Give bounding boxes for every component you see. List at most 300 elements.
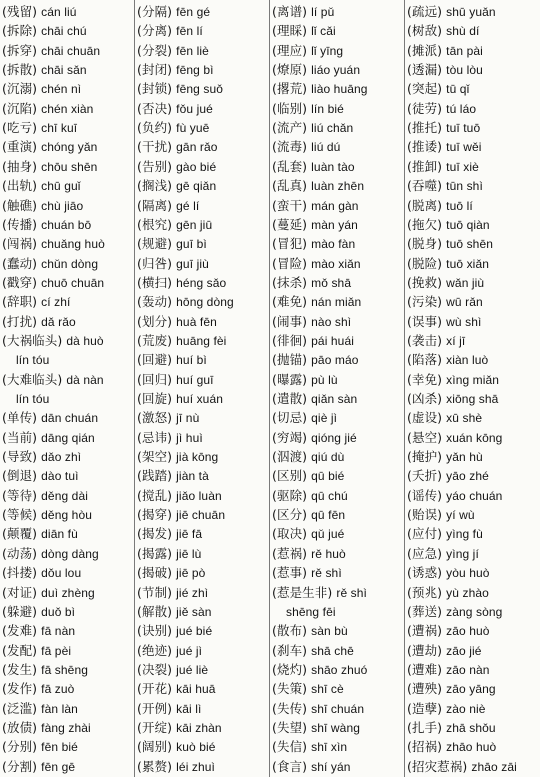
entry-word: (等待) (2, 487, 38, 503)
entry-word: (乱真) (272, 178, 308, 194)
entry-word: (误事) (407, 313, 443, 329)
entry-pinyin: tuō shēn (446, 237, 493, 252)
dictionary-entry (272, 756, 403, 778)
entry-pinyin: jiē lù (176, 546, 202, 561)
entry-pinyin: mào xiǎn (311, 256, 361, 271)
entry-pinyin: liào huāng (311, 82, 368, 97)
entry-word: (戳穿) (2, 274, 38, 290)
dictionary-entry (137, 756, 268, 778)
entry-word: (徘徊) (272, 332, 308, 348)
entry-pinyin: fēn lí (176, 24, 203, 39)
entry-word: (传播) (2, 216, 38, 232)
entry-pinyin: tuī xiè (446, 159, 479, 174)
entry-pinyin: duǒ bì (41, 604, 76, 619)
entry-pinyin: shù dí (446, 24, 480, 39)
entry-pinyin: zāo jié (446, 643, 482, 658)
entry-pinyin: guī jiù (176, 256, 209, 271)
entry-pinyin: chāi chuān (41, 43, 101, 58)
entry-word: (遭殃) (407, 681, 443, 697)
entry-pinyin: liú dú (311, 140, 341, 155)
column-divider (134, 0, 135, 777)
entry-word: (理睬) (272, 23, 308, 39)
entry-pinyin: luàn tào (311, 159, 355, 174)
entry-word: (驱除) (272, 487, 308, 503)
entry-word: (诀别) (137, 623, 173, 639)
entry-word: (根究) (137, 216, 173, 232)
entry-word: (残留) (2, 4, 38, 19)
entry-pinyin: zhāo zāi (471, 759, 517, 774)
entry-pinyin: jì huì (176, 430, 203, 445)
entry-word: (大祸临头) (2, 332, 63, 348)
entry-word: (临别) (272, 100, 308, 116)
entry-word: (发难) (2, 623, 38, 639)
entry-pinyin: tān pài (446, 43, 483, 58)
entry-word: (区别) (272, 468, 308, 484)
entry-pinyin: zàng sòng (446, 604, 503, 619)
entry-word: (惹祸) (272, 545, 308, 561)
entry-pinyin: shī xìn (311, 740, 348, 755)
entry-word: (回旋) (137, 391, 173, 406)
entry-word: (躲避) (2, 603, 38, 619)
entry-word: (挽救) (407, 274, 443, 290)
entry-word: (蔓延) (272, 216, 308, 232)
entry-pinyin: zāo huò (446, 624, 490, 639)
entry-pinyin: chuō chuān (41, 275, 105, 290)
entry-word: (单传) (2, 410, 38, 426)
entry-pinyin: yìng fù (446, 527, 483, 542)
entry-pinyin: chū guǐ (41, 179, 81, 194)
entry-word: (开例) (137, 700, 173, 716)
entry-word: (诱惑) (407, 565, 443, 581)
entry-pinyin: léi zhuì (176, 759, 215, 774)
entry-pinyin: lín tóu (16, 392, 50, 406)
entry-pinyin: fēn bié (41, 740, 78, 755)
entry-word: (撂荒) (272, 81, 308, 97)
entry-pinyin: chī kuī (41, 121, 78, 136)
entry-pinyin: héng sǎo (176, 275, 227, 290)
entry-word: (揭破) (137, 565, 173, 581)
entry-pinyin: fā zuò (41, 682, 75, 697)
entry-pinyin: pù lù (311, 372, 338, 387)
entry-pinyin: shī wàng (311, 720, 360, 735)
entry-pinyin: qiú dù (311, 450, 345, 465)
entry-pinyin: qǔ jué (311, 527, 345, 542)
entry-word: (脱险) (407, 255, 443, 271)
entry-word: (预兆) (407, 584, 443, 600)
entry-word: (污染) (407, 294, 443, 310)
entry-pinyin: dǒu lou (41, 566, 82, 581)
entry-pinyin: chāi chú (41, 24, 87, 39)
entry-word: (架空) (137, 449, 173, 465)
entry-word: (颠覆) (2, 526, 38, 542)
entry-pinyin: shā chē (311, 643, 354, 658)
entry-word: (揭穿) (137, 507, 173, 523)
entry-pinyin: lín bié (311, 101, 344, 116)
entry-word: (扎手) (407, 719, 443, 735)
entry-word: (开花) (137, 681, 173, 697)
entry-word: (冒险) (272, 255, 308, 271)
entry-word: (突起) (407, 81, 443, 97)
entry-word: (遭祸) (407, 623, 443, 639)
entry-word: (切忌) (272, 410, 308, 426)
entry-pinyin: cí zhí (41, 295, 71, 310)
entry-pinyin: fēng bì (176, 63, 214, 78)
entry-word: (失望) (272, 719, 308, 735)
entry-word: (泅渡) (272, 449, 308, 465)
entry-pinyin: lí pǔ (311, 5, 335, 19)
entry-pinyin: wǎn jiù (446, 275, 485, 290)
entry-word: (应付) (407, 526, 443, 542)
entry-word: (分隔) (137, 4, 173, 19)
entry-word: (忌讳) (137, 429, 173, 445)
entry-pinyin: zào niè (446, 701, 486, 716)
entry-pinyin: jiǎo luàn (176, 488, 222, 503)
entry-pinyin: yù zhào (446, 585, 489, 600)
entry-word: (失传) (272, 700, 308, 716)
entry-word: (抹杀) (272, 274, 308, 290)
entry-word: (大难临头) (2, 371, 63, 387)
entry-pinyin: pái huái (311, 333, 354, 348)
entry-pinyin: fēn gé (176, 5, 211, 19)
entry-word: (虚设) (407, 410, 443, 426)
entry-word: (袭击) (407, 332, 443, 348)
entry-word: (夭折) (407, 468, 443, 484)
entry-word: (动荡) (2, 545, 38, 561)
entry-word: (回避) (137, 352, 173, 368)
entry-pinyin: dān chuán (41, 411, 99, 426)
entry-word: (烧灼) (272, 661, 308, 677)
entry-word: (拆穿) (2, 42, 38, 58)
entry-pinyin: màn yán (311, 217, 358, 232)
entry-pinyin: děng hòu (41, 508, 93, 523)
entry-word: (脱身) (407, 236, 443, 252)
entry-pinyin: huí xuán (176, 392, 223, 406)
entry-pinyin: nào shì (311, 314, 352, 329)
entry-word: (失信) (272, 739, 308, 755)
entry-word: (流毒) (272, 139, 308, 155)
entry-pinyin: rě shì (311, 566, 342, 581)
entry-word: (拆除) (2, 23, 38, 39)
entry-pinyin: fā nàn (41, 624, 76, 639)
entry-pinyin: lǐ yīng (311, 43, 344, 58)
entry-pinyin: jiē fā (176, 527, 203, 542)
entry-pinyin: jié zhì (176, 585, 209, 600)
entry-pinyin: zhāo huò (446, 740, 497, 755)
entry-pinyin: yǎn hù (446, 450, 483, 465)
entry-pinyin: fǒu jué (176, 101, 213, 116)
entry-pinyin: jiē pò (176, 566, 206, 581)
entry-word: (失策) (272, 681, 308, 697)
entry-pinyin: chuán bō (41, 217, 92, 232)
entry-pinyin: tuō lí (446, 198, 473, 213)
entry-word: (造孽) (407, 700, 443, 716)
entry-word: (散布) (272, 623, 308, 639)
entry-word: (闯祸) (2, 236, 38, 252)
word-column-4 (407, 0, 540, 777)
entry-pinyin: yáo chuán (446, 488, 503, 503)
entry-pinyin: duì zhèng (41, 585, 95, 600)
entry-pinyin: sàn bù (311, 624, 348, 639)
entry-word: (疏远) (407, 4, 443, 19)
entry-word: (闹事) (272, 313, 308, 329)
entry-word: (泛滥) (2, 700, 38, 716)
entry-pinyin: jiě sàn (176, 604, 212, 619)
entry-pinyin: xū shè (446, 411, 483, 426)
entry-pinyin: gé lí (176, 198, 200, 213)
entry-word: (招灾惹祸) (407, 758, 468, 774)
entry-word: (食言) (272, 758, 308, 774)
entry-pinyin: rě shì (336, 585, 367, 600)
entry-word: (封闭) (137, 62, 173, 78)
entry-word: (隔离) (137, 197, 173, 213)
entry-pinyin: gēn jiū (176, 217, 213, 232)
column-divider (404, 0, 405, 777)
entry-word: (遭难) (407, 661, 443, 677)
entry-word: (触礁) (2, 197, 38, 213)
entry-pinyin: jiàn tà (176, 469, 209, 484)
entry-pinyin: shū yuǎn (446, 5, 496, 19)
entry-pinyin: tuī wěi (446, 140, 482, 155)
entry-pinyin: shēng fēi (286, 604, 336, 619)
entry-pinyin: shī cè (311, 682, 344, 697)
entry-pinyin: pāo máo (311, 353, 359, 368)
entry-pinyin: wū rǎn (446, 295, 483, 310)
word-column-2 (137, 0, 268, 777)
entry-word: (徒劳) (407, 100, 443, 116)
entry-pinyin: kuò bié (176, 740, 216, 755)
entry-word: (打扰) (2, 313, 38, 329)
entry-pinyin: mǒ shā (311, 275, 352, 290)
entry-word: (蠢动) (2, 255, 38, 271)
entry-pinyin: chóng yǎn (41, 140, 98, 155)
entry-word: (推诿) (407, 139, 443, 155)
entry-word: (拖欠) (407, 216, 443, 232)
entry-word: (放债) (2, 719, 38, 735)
entry-pinyin: tòu lòu (446, 63, 483, 78)
entry-pinyin: jué liè (176, 662, 209, 677)
entry-word: (吞噬) (407, 178, 443, 194)
entry-word: (出轨) (2, 178, 38, 194)
entry-word: (透漏) (407, 62, 443, 78)
entry-pinyin: chén xiàn (41, 101, 94, 116)
entry-pinyin: zāo yāng (446, 682, 496, 697)
entry-word: (穷竭) (272, 429, 308, 445)
entry-pinyin: kāi lì (176, 701, 202, 716)
entry-word: (沉陷) (2, 100, 38, 116)
entry-pinyin: kāi zhàn (176, 720, 222, 735)
entry-pinyin: shāo zhuó (311, 662, 368, 677)
entry-pinyin: qióng jié (311, 430, 357, 445)
entry-word: (搁浅) (137, 178, 173, 194)
entry-word: (分别) (2, 739, 38, 755)
entry-pinyin: xiàn luò (446, 353, 489, 368)
entry-pinyin: dào tuì (41, 469, 79, 484)
entry-word: (树敌) (407, 23, 443, 39)
entry-word: (招祸) (407, 739, 443, 755)
entry-pinyin: zāo nàn (446, 662, 490, 677)
entry-pinyin: tú láo (446, 101, 477, 116)
entry-pinyin: gē qiǎn (176, 179, 217, 194)
entry-word: (绝迹) (137, 642, 173, 658)
entry-pinyin: qū chú (311, 488, 348, 503)
entry-word: (开绽) (137, 719, 173, 735)
word-column-1 (2, 0, 133, 777)
entry-word: (流产) (272, 120, 308, 136)
entry-pinyin: hōng dòng (176, 295, 234, 310)
dictionary-entry (2, 756, 133, 778)
entry-pinyin: tū qǐ (446, 82, 470, 97)
entry-pinyin: jiē chuān (176, 508, 226, 523)
entry-word: (分离) (137, 23, 173, 39)
entry-pinyin: dòng dàng (41, 546, 99, 561)
entry-pinyin: gào bié (176, 159, 217, 174)
entry-pinyin: tuō qiàn (446, 217, 490, 232)
entry-word: (规避) (137, 236, 173, 252)
entry-pinyin: děng dài (41, 488, 88, 503)
entry-pinyin: nán miǎn (311, 295, 362, 310)
entry-pinyin: gān rǎo (176, 140, 218, 155)
entry-pinyin: fàn làn (41, 701, 78, 716)
entry-word: (应急) (407, 545, 443, 561)
entry-pinyin: chuǎng huò (41, 237, 105, 252)
entry-pinyin: cán liú (41, 5, 77, 19)
entry-pinyin: fēng suǒ (176, 82, 223, 97)
entry-word: (累赘) (137, 758, 173, 774)
entry-word: (阔别) (137, 739, 173, 755)
entry-pinyin: yāo zhé (446, 469, 489, 484)
entry-word: (倒退) (2, 468, 38, 484)
entry-word: (遭劫) (407, 642, 443, 658)
entry-word: (干扰) (137, 139, 173, 155)
entry-pinyin: tūn shì (446, 179, 483, 194)
entry-word: (搅乱) (137, 487, 173, 503)
entry-word: (揭发) (137, 526, 173, 542)
entry-word: (解散) (137, 603, 173, 619)
entry-pinyin: mán gàn (311, 198, 359, 213)
entry-pinyin: qū fēn (311, 508, 346, 523)
entry-pinyin: chén nì (41, 82, 82, 97)
entry-word: (发生) (2, 661, 38, 677)
entry-word: (横扫) (137, 274, 173, 290)
entry-pinyin: yòu huò (446, 566, 490, 581)
entry-pinyin: xìng miǎn (446, 372, 500, 387)
entry-pinyin: huāng fèi (176, 333, 227, 348)
entry-word: (谣传) (407, 487, 443, 503)
entry-word: (凶杀) (407, 391, 443, 406)
entry-pinyin: fā pèi (41, 643, 72, 658)
entry-word: (吃亏) (2, 120, 38, 136)
entry-word: (推托) (407, 120, 443, 136)
entry-word: (激怒) (137, 410, 173, 426)
entry-pinyin: chāi sǎn (41, 63, 87, 78)
entry-word: (难免) (272, 294, 308, 310)
entry-pinyin: dāng qián (41, 430, 95, 445)
entry-pinyin: dǎo zhì (41, 450, 82, 465)
entry-pinyin: xí jī (446, 333, 466, 348)
entry-word: (离谱) (272, 4, 308, 19)
entry-word: (践踏) (137, 468, 173, 484)
entry-word: (荒废) (137, 332, 173, 348)
entry-word: (推卸) (407, 158, 443, 174)
entry-pinyin: chǔn dòng (41, 256, 99, 271)
entry-word: (抖搂) (2, 565, 38, 581)
entry-pinyin: diān fù (41, 527, 78, 542)
entry-word: (抛锚) (272, 352, 308, 368)
entry-word: (决裂) (137, 661, 173, 677)
entry-pinyin: guī bì (176, 237, 207, 252)
entry-word: (摊派) (407, 42, 443, 58)
entry-pinyin: lín tóu (16, 353, 50, 368)
entry-word: (燎原) (272, 62, 308, 78)
entry-word: (告别) (137, 158, 173, 174)
entry-word: (惹事) (272, 565, 308, 581)
entry-pinyin: yìng jí (446, 546, 479, 561)
entry-pinyin: liáo yuán (311, 63, 361, 78)
entry-word: (取决) (272, 526, 308, 542)
entry-pinyin: fēn liè (176, 43, 209, 58)
entry-word: (封锁) (137, 81, 173, 97)
entry-pinyin: yí wù (446, 508, 475, 523)
entry-word: (刹车) (272, 642, 308, 658)
entry-word: (当前) (2, 429, 38, 445)
entry-pinyin: jué jì (176, 643, 203, 658)
entry-pinyin: mào fàn (311, 237, 356, 252)
entry-word: (葬送) (407, 603, 443, 619)
entry-word: (分割) (2, 758, 38, 774)
entry-word: (理应) (272, 42, 308, 58)
entry-word: (贻误) (407, 507, 443, 523)
entry-word: (悬空) (407, 429, 443, 445)
entry-pinyin: kāi huā (176, 682, 216, 697)
entry-pinyin: rě huò (311, 546, 346, 561)
entry-pinyin: huí bì (176, 353, 207, 368)
entry-word: (脱离) (407, 197, 443, 213)
entry-pinyin: tuī tuō (446, 121, 481, 136)
entry-pinyin: dà nàn (66, 372, 104, 387)
entry-word: (负约) (137, 120, 173, 136)
entry-word: (重演) (2, 139, 38, 155)
entry-pinyin: jué bié (176, 624, 213, 639)
entry-pinyin: xuán kōng (446, 430, 503, 445)
entry-word: (拆散) (2, 62, 38, 78)
entry-word: (区分) (272, 507, 308, 523)
entry-word: (惹是生非) (272, 584, 333, 600)
entry-word: (导致) (2, 449, 38, 465)
entry-word: (掩护) (407, 449, 443, 465)
entry-word: (揭露) (137, 545, 173, 561)
entry-word: (抽身) (2, 158, 38, 174)
entry-pinyin: dà huò (66, 333, 104, 348)
entry-word: (节制) (137, 584, 173, 600)
entry-word: (辞职) (2, 294, 38, 310)
entry-pinyin: luàn zhēn (311, 179, 365, 194)
entry-word: (蛮干) (272, 197, 308, 213)
entry-pinyin: fàng zhài (41, 720, 91, 735)
entry-word: (回归) (137, 371, 173, 387)
entry-pinyin: huà fēn (176, 314, 217, 329)
entry-pinyin: shī chuán (311, 701, 365, 716)
entry-pinyin: qū bié (311, 469, 345, 484)
entry-word: (等候) (2, 507, 38, 523)
entry-word: (陷落) (407, 352, 443, 368)
entry-pinyin: fā shēng (41, 662, 88, 677)
entry-pinyin: jià kōng (176, 450, 219, 465)
entry-word: (幸免) (407, 371, 443, 387)
entry-word: (曝露) (272, 371, 308, 387)
entry-pinyin: chù jiāo (41, 198, 84, 213)
entry-word: (沉溺) (2, 81, 38, 97)
entry-pinyin: lǐ cǎi (311, 24, 336, 39)
